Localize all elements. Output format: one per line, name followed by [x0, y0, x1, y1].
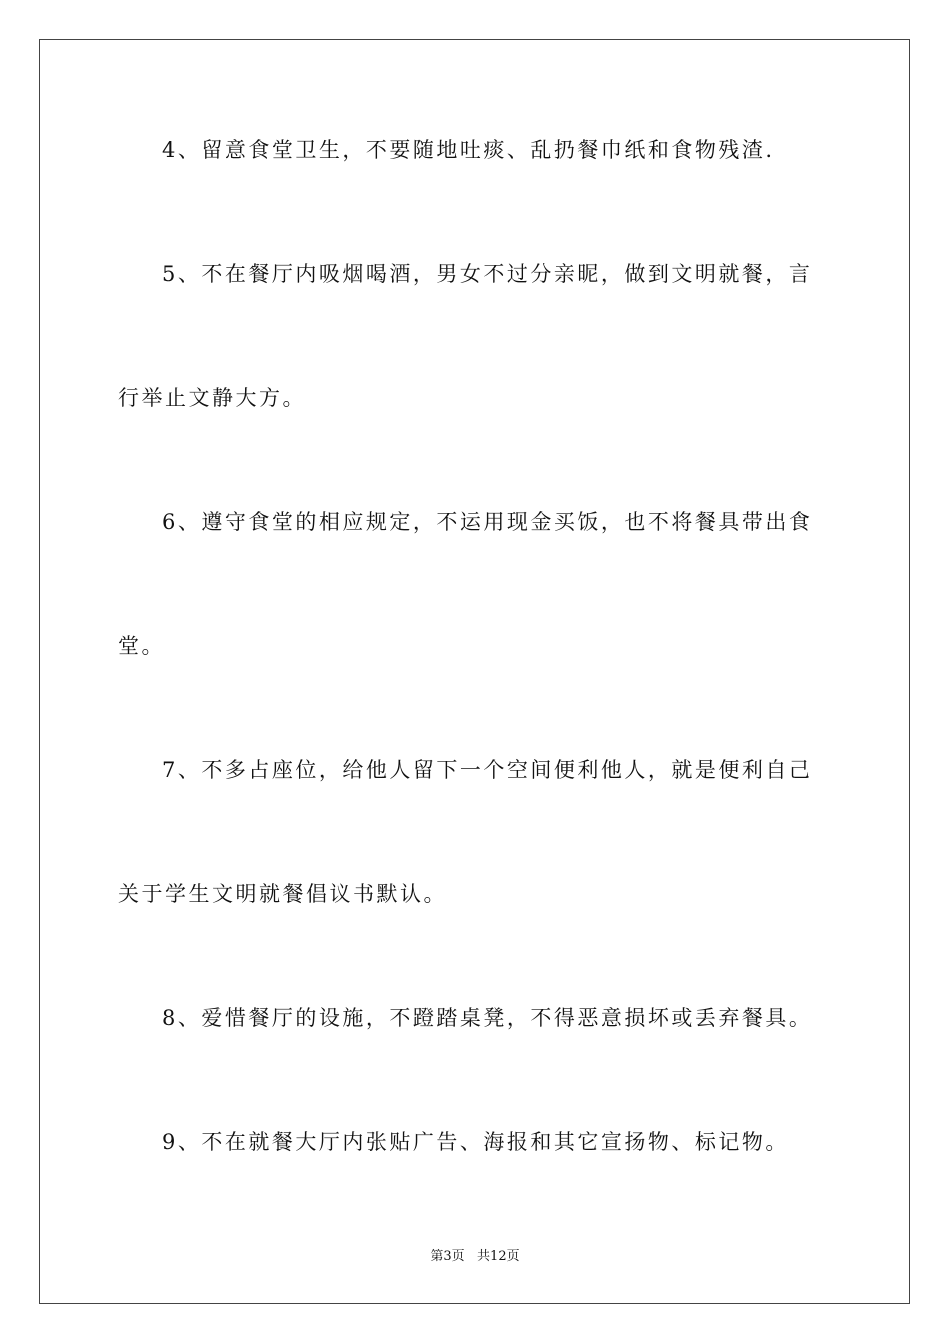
page-frame: [39, 39, 910, 1304]
paragraph-7: 7、不多占座位，给他人留下一个空间便利他人，就是便利自己: [162, 758, 813, 782]
paragraph-5: 5、不在餐厅内吸烟喝酒，男女不过分亲昵，做到文明就餐，言: [162, 262, 813, 286]
paragraph-7-continued: 关于学生文明就餐倡议书默认。: [118, 882, 447, 906]
paragraph-6-continued: 堂。: [118, 634, 165, 658]
paragraph-8: 8、爱惜餐厅的设施，不蹬踏桌凳，不得恶意损坏或丢弃餐具。: [162, 1006, 813, 1030]
paragraph-6: 6、遵守食堂的相应规定，不运用现金买饭，也不将餐具带出食: [162, 510, 813, 534]
paragraph-4: 4、留意食堂卫生，不要随地吐痰、乱扔餐巾纸和食物残渣.: [162, 138, 775, 162]
paragraph-9: 9、不在就餐大厅内张贴广告、海报和其它宣扬物、标记物。: [162, 1130, 789, 1154]
paragraph-5-continued: 行举止文静大方。: [118, 386, 306, 410]
page-footer: 第3页 共12页: [430, 1249, 520, 1264]
